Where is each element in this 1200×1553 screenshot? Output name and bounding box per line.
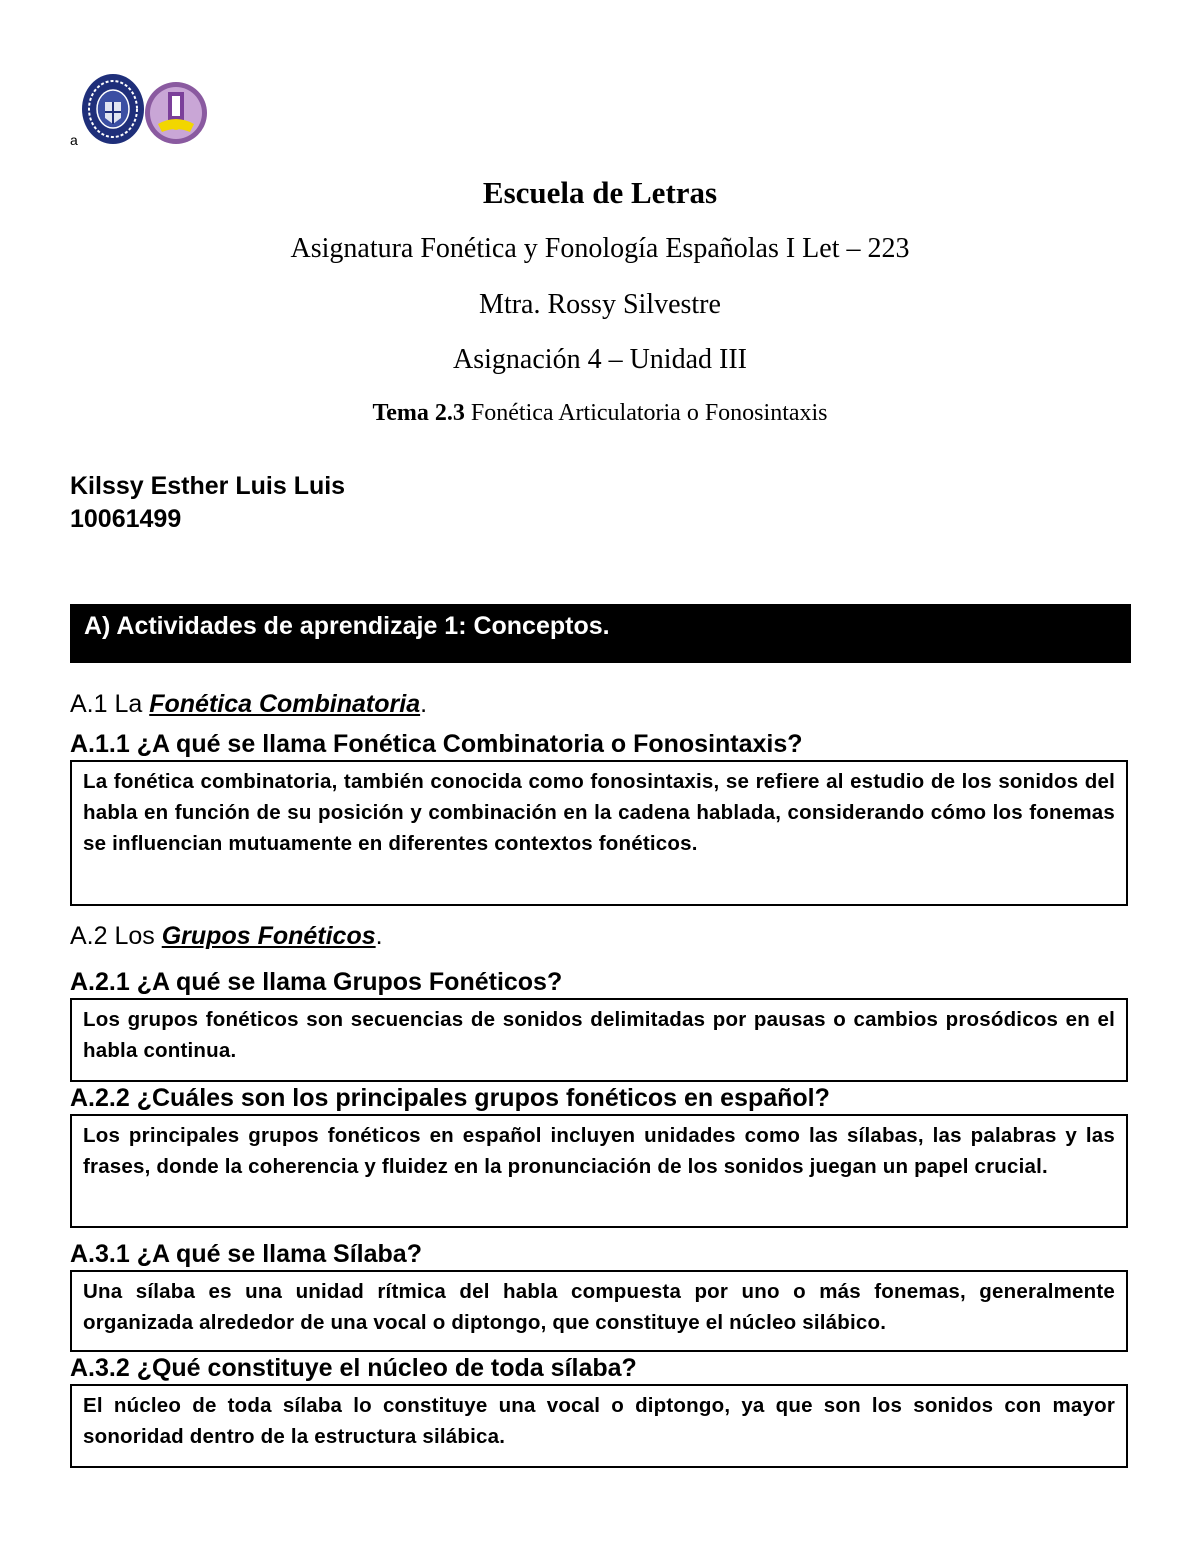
answer-box-a31	[70, 1270, 1128, 1352]
heading-a1-term: Fonética Combinatoria	[149, 690, 421, 718]
student-id: 10061499	[70, 505, 182, 533]
answer-a21: Los grupos fonéticos son secuencias de sonidos delimitadas por pausas o cambios prosódicos en el habla continua.	[83, 1008, 1115, 1062]
student-name: Kilssy Esther Luis Luis	[70, 472, 346, 500]
answer-a22: Los principales grupos fonéticos en español incluyen unidades como las sílabas, las palabras y las frases, donde la coherencia y fluidez en la pronunciación de los sonidos juegan un papel crucial.	[83, 1124, 1115, 1178]
school-title: Escuela de Letras	[482, 175, 718, 210]
course-title: Asignatura Fonética y Fonología Españolas I Let – 223	[290, 233, 910, 264]
heading-a1	[70, 690, 427, 719]
answer-box-a32	[70, 1384, 1128, 1468]
question-a22: A.2.2 ¿Cuáles son los principales grupos fonéticos en español?	[70, 1084, 830, 1112]
section-banner	[70, 604, 1131, 663]
answer-box-a22	[70, 1114, 1128, 1228]
logos	[70, 72, 220, 152]
faculty-crest-logo	[144, 80, 208, 146]
topic-line	[0, 400, 1200, 427]
university-seal-logo	[80, 72, 146, 146]
answer-box-a11	[70, 760, 1128, 906]
section-banner-text: A) Actividades de aprendizaje 1: Conceptos.	[84, 612, 610, 640]
question-a31: A.3.1 ¿A qué se llama Sílaba?	[70, 1240, 422, 1268]
heading-a1-prefix: A.1 La	[70, 690, 150, 718]
answer-a32: El núcleo de toda sílaba lo constituye una vocal o diptongo, ya que son los sonidos con mayor sonoridad dentro de la estructura silábica.	[83, 1394, 1115, 1448]
heading-a2-term: Grupos Fonéticos	[161, 922, 376, 950]
answer-a11: La fonética combinatoria, también conocida como fonosintaxis, se refiere al estudio de los sonidos del habla en función de su posición y combinación en la cadena hablada, considerando cómo los fonemas se influencian mutuamente en diferentes contextos fonéticos.	[83, 770, 1115, 855]
question-a11: A.1.1 ¿A qué se llama Fonética Combinatoria o Fonosintaxis?	[70, 730, 803, 758]
question-a21: A.2.1 ¿A qué se llama Grupos Fonéticos?	[70, 968, 563, 996]
answer-a31: Una sílaba es una unidad rítmica del habla compuesta por uno o más fonemas, generalmente organizada alrededor de una vocal o diptongo, que constituye el núcleo silábico.	[83, 1280, 1115, 1334]
heading-a2-prefix: A.2 Los	[70, 922, 162, 950]
heading-a2	[70, 922, 383, 951]
heading-a2-suffix: .	[375, 922, 383, 950]
topic-text: Fonética Articulatoria o Fonosintaxis	[464, 400, 828, 426]
teacher-name: Mtra. Rossy Silvestre	[479, 289, 721, 320]
topic-label: Tema 2.3	[372, 400, 465, 426]
question-a32: A.3.2 ¿Qué constituye el núcleo de toda sílaba?	[70, 1354, 637, 1382]
answer-box-a21	[70, 998, 1128, 1082]
logo-mark: a	[70, 132, 78, 148]
assignment-title: Asignación 4 – Unidad III	[453, 344, 747, 375]
heading-a1-suffix: .	[420, 690, 428, 718]
